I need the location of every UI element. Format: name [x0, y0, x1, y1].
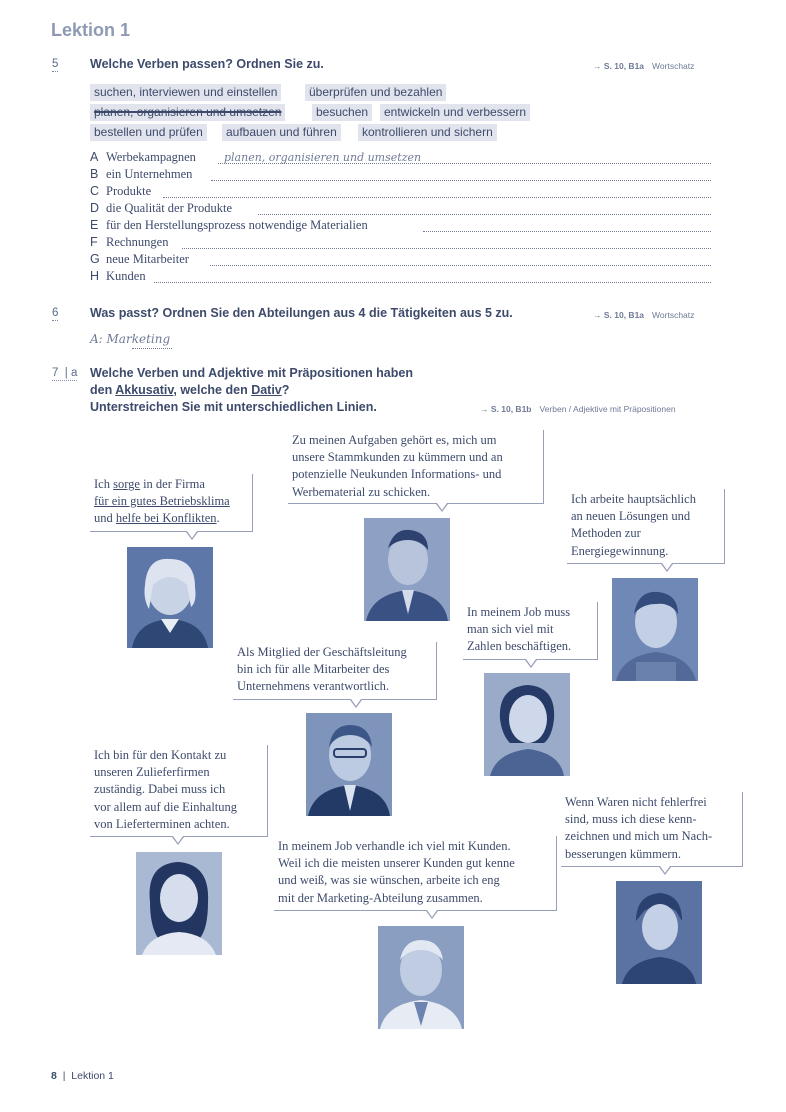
- lesson-title: Lektion 1: [51, 20, 131, 40]
- portrait-photo: [616, 881, 702, 984]
- word-chip: aufbauen und führen: [222, 124, 341, 141]
- exercise-7-title: Welche Verben und Adjektive mit Präpositionen haben den Akkusativ, welche den Dativ? Unterstreichen Sie mit unterschiedlichen Linien.: [90, 366, 413, 414]
- portrait-photo: [127, 547, 213, 648]
- handwritten-answer: planen, organisieren und umsetzen: [224, 151, 422, 164]
- speech-bubble: In meinem Job muss man sich viel mit Zahlen beschäftigen.: [463, 602, 598, 660]
- handwritten-answer: A: Marketing: [90, 332, 171, 346]
- speech-bubble: Als Mitglied der Geschäftsleitung bin ich für alle Mitarbeiter des Unternehmens verantwortlich.: [233, 642, 437, 700]
- speech-bubble: Zu meinen Aufgaben gehört es, mich um unsere Stammkunden zu kümmern und an potenzielle Neukunden Informations- und Werbematerial zu schicken.: [288, 430, 544, 504]
- portrait-photo: [484, 673, 570, 776]
- portrait-photo: [378, 926, 464, 1029]
- word-chip: überprüfen und bezahlen: [305, 84, 446, 101]
- exercise-5-item: H Kunden: [90, 269, 711, 286]
- portrait-photo: [364, 518, 450, 621]
- page-footer: 8 | Lektion 1: [51, 1070, 114, 1082]
- speech-bubble: In meinem Job verhandle ich viel mit Kunden. Weil ich die meisten unserer Kunden gut kenne und weiß, was sie wünschen, arbeite ich eng mit der Marketing-Abteilung zusammen.: [274, 836, 557, 911]
- exercise-5-reference: → S. 10, B1a Wortschatz: [593, 61, 695, 71]
- word-chip: bestellen und prüfen: [90, 124, 207, 141]
- exercise-5-item: G neue Mitarbeiter: [90, 252, 711, 269]
- portrait-photo: [136, 852, 222, 955]
- speech-bubble: Ich sorge in der Firma für ein gutes Betriebsklima und helfe bei Konflikten.: [90, 474, 253, 532]
- speech-bubble: Wenn Waren nicht fehlerfrei sind, muss ich diese kenn- zeichnen und mich um Nach- besserungen kümmern.: [561, 792, 743, 867]
- exercise-6-number: 6: [52, 307, 59, 319]
- exercise-5-item: F Rechnungen: [90, 235, 711, 252]
- portrait-photo: [612, 578, 698, 681]
- exercise-5-item: B ein Unternehmen: [90, 167, 711, 184]
- exercise-7-reference: → S. 10, B1b Verben / Adjektive mit Präpositionen: [480, 404, 676, 414]
- exercise-5-number: 5: [52, 58, 59, 70]
- exercise-7-number: 7 | a: [52, 367, 78, 379]
- portrait-photo: [306, 713, 392, 816]
- exercise-5-item: E für den Herstellungsprozess notwendige Materialien: [90, 218, 711, 235]
- word-chip-used: planen, organisieren und umsetzen: [90, 104, 285, 121]
- word-chip: kontrollieren und sichern: [358, 124, 497, 141]
- exercise-6-reference: → S. 10, B1a Wortschatz: [593, 310, 695, 320]
- word-chip: besuchen: [312, 104, 372, 121]
- word-chip: suchen, interviewen und einstellen: [90, 84, 281, 101]
- word-chip: entwickeln und verbessern: [380, 104, 530, 121]
- exercise-5-title: Welche Verben passen? Ordnen Sie zu.: [90, 57, 324, 71]
- exercise-5-item: A Werbekampagnen planen, organisieren und umsetzen: [90, 150, 711, 167]
- speech-bubble: Ich arbeite hauptsächlich an neuen Lösungen und Methoden zur Energiegewinnung.: [567, 489, 725, 564]
- exercise-6-title: Was passt? Ordnen Sie den Abteilungen aus 4 die Tätigkeiten aus 5 zu.: [90, 306, 513, 320]
- exercise-5-item: C Produkte: [90, 184, 711, 201]
- exercise-5-item: D die Qualität der Produkte: [90, 201, 711, 218]
- speech-bubble: Ich bin für den Kontakt zu unseren Zulieferfirmen zuständig. Dabei muss ich vor allem auf die Einhaltung von Lieferterminen achten.: [90, 745, 268, 837]
